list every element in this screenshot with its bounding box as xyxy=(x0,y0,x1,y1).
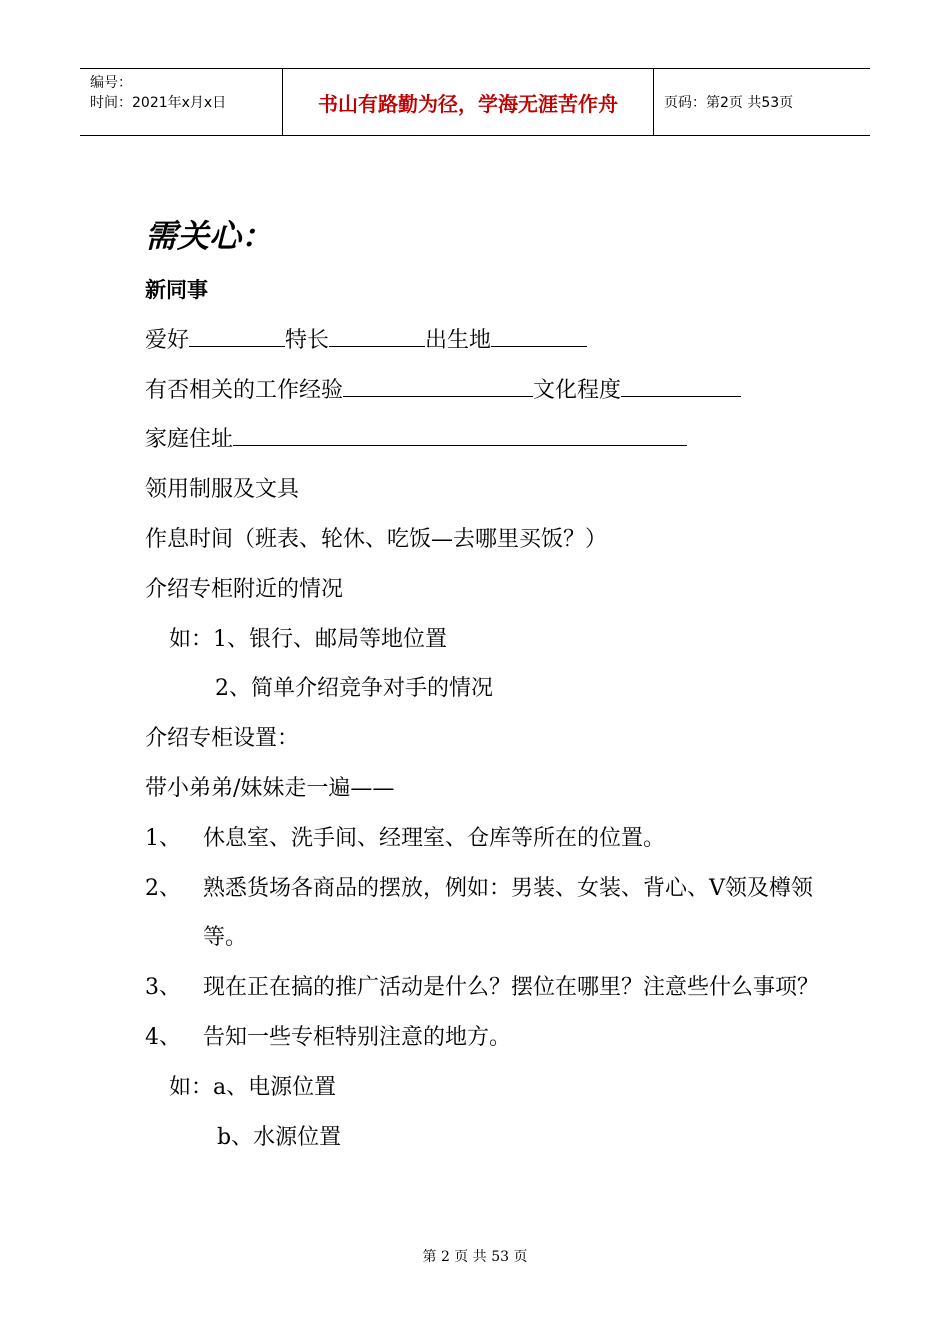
text-line-example1: 如：1、银行、邮局等地位置 xyxy=(169,626,447,652)
text-line-uniform: 领用制服及文具 xyxy=(145,477,300,503)
list-text: 休息室、洗手间、经理室、仓库等所在的位置。 xyxy=(203,825,666,851)
number-label: 编号： xyxy=(90,75,132,91)
text-line-walk: 带小弟弟/妹妹走一遍—— xyxy=(145,775,395,801)
education-blank xyxy=(621,380,741,397)
list-item xyxy=(145,1013,825,1063)
education-label: 文化程度 xyxy=(533,377,622,403)
list-text: 现在正在搞的推广活动是什么？摆位在哪里？注意些什么事项？ xyxy=(203,975,820,1001)
document-body xyxy=(145,208,825,1162)
experience-label: 有否相关的工作经验 xyxy=(145,377,344,403)
list-number: 4、 xyxy=(145,1024,181,1050)
list-number: 3、 xyxy=(145,975,181,1001)
text-line-schedule: 作息时间（班表、轮休、吃饭—去哪里买饭？） xyxy=(145,526,608,552)
form-line-address xyxy=(145,415,825,465)
hobby-blank xyxy=(189,330,285,347)
header-motto: 书山有路勤为径，学海无涯苦作舟 xyxy=(282,69,654,135)
address-label: 家庭住址 xyxy=(145,427,234,453)
time-label: 时间：2021年x月x日 xyxy=(90,95,227,111)
specialty-label: 特长 xyxy=(285,327,330,353)
section-subtitle: 新同事 xyxy=(145,278,208,302)
text-line-setup: 介绍专柜设置： xyxy=(145,726,300,752)
header-meta xyxy=(80,69,282,135)
hobby-label: 爱好 xyxy=(145,327,190,353)
list-item xyxy=(145,963,825,1013)
text-line-power: 如：a、电源位置 xyxy=(169,1074,337,1100)
text-line-water: b、水源位置 xyxy=(217,1124,342,1150)
header-page-info: 页码：第2页 共53页 xyxy=(664,95,794,111)
list-item xyxy=(145,814,825,864)
text-line-example2: 2、简单介绍竞争对手的情况 xyxy=(215,676,493,702)
list-text: 告知一些专柜特别注意的地方。 xyxy=(203,1024,512,1050)
list-number: 1、 xyxy=(145,825,181,851)
document-header xyxy=(80,68,870,136)
form-line-hobby xyxy=(145,316,825,366)
list-text: 熟悉货场各商品的摆放，例如：男装、女装、背心、V领及樽领等。 xyxy=(203,875,813,951)
birthplace-blank xyxy=(491,330,587,347)
experience-blank xyxy=(343,380,533,397)
birthplace-label: 出生地 xyxy=(425,327,492,353)
form-line-experience xyxy=(145,366,825,416)
page-title: 需关心： xyxy=(145,217,274,255)
specialty-blank xyxy=(329,330,425,347)
list-item xyxy=(145,864,825,964)
list-number: 2、 xyxy=(145,875,181,901)
page-footer: 第 2 页 共 53 页 xyxy=(422,1249,528,1265)
address-blank xyxy=(233,429,687,446)
text-line-nearby: 介绍专柜附近的情况 xyxy=(145,576,344,602)
